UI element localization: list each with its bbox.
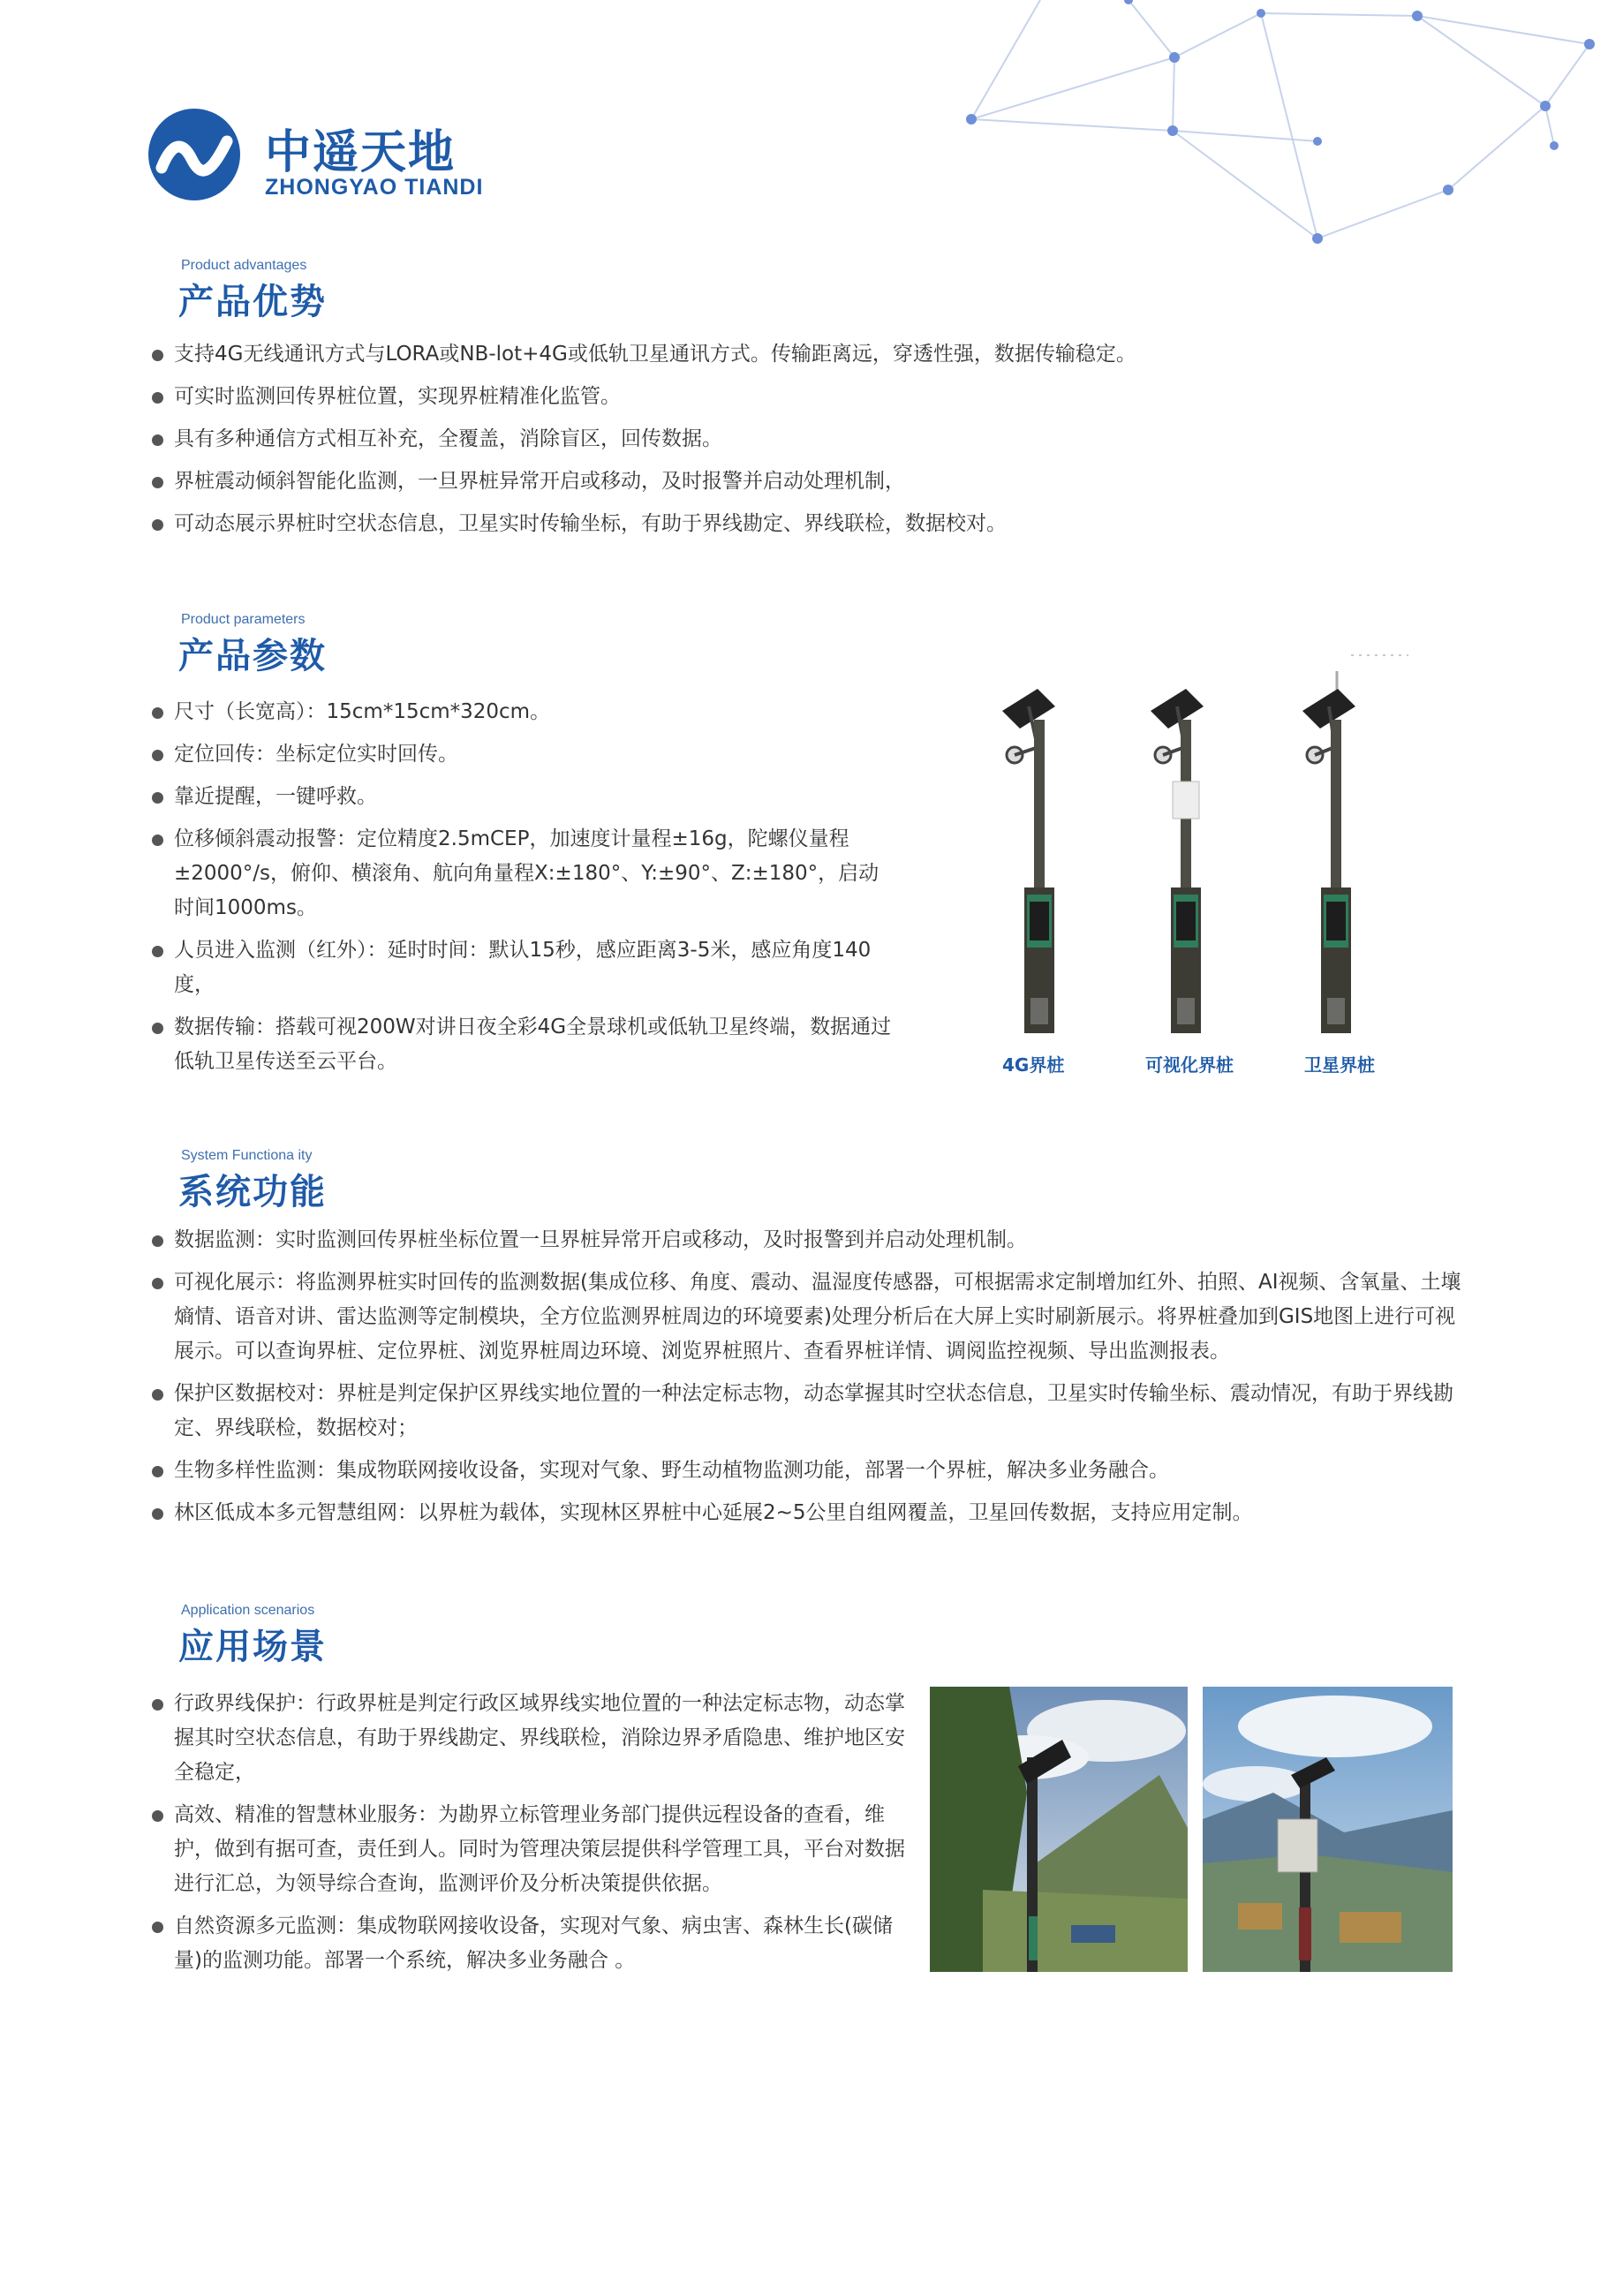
scenarios-title-cn: 应用场景 <box>178 1627 327 1667</box>
scenario-item: 自然资源多元监测：集成物联网接收设备，实现对气象、病虫害、森林生长(碳储量)的监测功能。部署一个系统，解决多业务融合 。 <box>150 1909 905 1978</box>
scenarios-title-en: Application scenarios <box>181 1603 315 1618</box>
function-item: 可视化展示：将监测界桩实时回传的监测数据(集成位移、角度、震动、温湿度传感器，可根据需求定制增加红外、拍照、AI视频、含氧量、土壤熵情、语音对讲、雷达监测等定制模块，全方位监测界桩周边的环境要素)处理分析后在大屏上实时刷新展示。将界桩叠加到GIS地图上进行可视展示。可以查询界桩、定位界桩、浏览界桩周边环境、浏览界桩照片、查看界桩详情、调阅监控视频、导出监测报表。 <box>150 1265 1475 1369</box>
product-pole-image <box>976 631 1417 1082</box>
parameter-item: 尺寸（长宽高）：15cm*15cm*320cm。 <box>150 695 892 729</box>
network-decoration <box>936 0 1623 256</box>
parameters-list <box>150 695 892 1079</box>
scenario-item: 行政界线保护：行政界桩是判定行政区域界线实地位置的一种法定标志物，动态掌握其时空状态信息，有助于界线勘定、界线联检，消除边界矛盾隐患、维护地区安全稳定， <box>150 1687 905 1790</box>
advantage-item: 支持4G无线通讯方式与LORA或NB-lot+4G或低轨卫星通讯方式。传输距离远，穿透性强，数据传输稳定。 <box>150 337 1501 372</box>
pole-visual <box>1151 689 1204 1033</box>
function-item: 林区低成本多元智慧组网：以界桩为载体，实现林区界桩中心延展2~5公里自组网覆盖，卫星回传数据，支持应用定制。 <box>150 1496 1475 1530</box>
boundary-pole-icons <box>976 631 1417 1046</box>
brand-name-cn: 中遥天地 <box>265 126 457 179</box>
pole-label-satellite: 卫星界桩 <box>1304 1054 1375 1076</box>
advantage-item: 可实时监测回传界桩位置，实现界桩精准化监管。 <box>150 380 1501 414</box>
scenario-photo-ridge <box>1203 1687 1453 1972</box>
functions-title-en: System Functiona ity <box>181 1148 313 1163</box>
company-logo <box>146 106 534 208</box>
parameter-item: 靠近提醒，一键呼救。 <box>150 780 892 814</box>
parameter-item: 人员进入监测（红外）：延时时间：默认15秒，感应距离3-5米，感应角度140度， <box>150 933 892 1002</box>
advantages-title-cn: 产品优势 <box>178 282 327 322</box>
parameters-title-en: Product parameters <box>181 612 306 627</box>
advantage-item: 界桩震动倾斜智能化监测，一旦界桩异常开启或移动，及时报警并启动处理机制， <box>150 464 1501 499</box>
advantages-title-en: Product advantages <box>181 258 307 273</box>
parameter-item: 数据传输：搭载可视200W对讲日夜全彩4G全景球机或低轨卫星终端，数据通过低轨卫星传送至云平台。 <box>150 1010 892 1079</box>
parameter-item: 位移倾斜震动报警：定位精度2.5mCEP，加速度计量程±16g，陀螺仪量程±2000°/s，俯仰、横滚角、航向角量程X:±180°、Y:±90°、Z:±180°，启动时间1000ms。 <box>150 822 892 925</box>
parameters-title-cn: 产品参数 <box>178 636 327 676</box>
advantages-list <box>150 337 1501 541</box>
advantage-item: 具有多种通信方式相互补充，全覆盖，消除盲区，回传数据。 <box>150 422 1501 457</box>
function-item: 生物多样性监测：集成物联网接收设备，实现对气象、野生动植物监测功能，部署一个界桩，解决多业务融合。 <box>150 1454 1475 1488</box>
scenario-item: 高效、精准的智慧林业服务：为勘界立标管理业务部门提供远程设备的查看，维护，做到有据可查，责任到人。同时为管理决策层提供科学管理工具，平台对数据进行汇总，为领导综合查询，监测评价及分析决策提供依据。 <box>150 1798 905 1901</box>
functions-list <box>150 1223 1475 1530</box>
logo-mark-icon <box>146 106 243 203</box>
scenario-photo-mountain <box>930 1687 1188 1972</box>
advantage-item: 可动态展示界桩时空状态信息，卫星实时传输坐标，有助于界线勘定、界线联检，数据校对。 <box>150 507 1501 541</box>
brand-name-en: ZHONGYAO TIANDI <box>265 175 484 200</box>
pole-satellite <box>1302 671 1355 1033</box>
function-item: 数据监测：实时监测回传界桩坐标位置一旦界桩异常开启或移动，及时报警到并启动处理机制。 <box>150 1223 1475 1258</box>
function-item: 保护区数据校对：界桩是判定保护区界线实地位置的一种法定标志物，动态掌握其时空状态信息，卫星实时传输坐标、震动情况，有助于界线勘定、界线联检，数据校对； <box>150 1377 1475 1446</box>
pole-label-4g: 4G界桩 <box>1002 1054 1065 1076</box>
pole-4g <box>1002 689 1055 1033</box>
parameter-item: 定位回传：坐标定位实时回传。 <box>150 737 892 772</box>
scenarios-list <box>150 1687 905 1978</box>
pole-label-visual: 可视化界桩 <box>1145 1054 1234 1076</box>
functions-title-cn: 系统功能 <box>178 1172 327 1212</box>
